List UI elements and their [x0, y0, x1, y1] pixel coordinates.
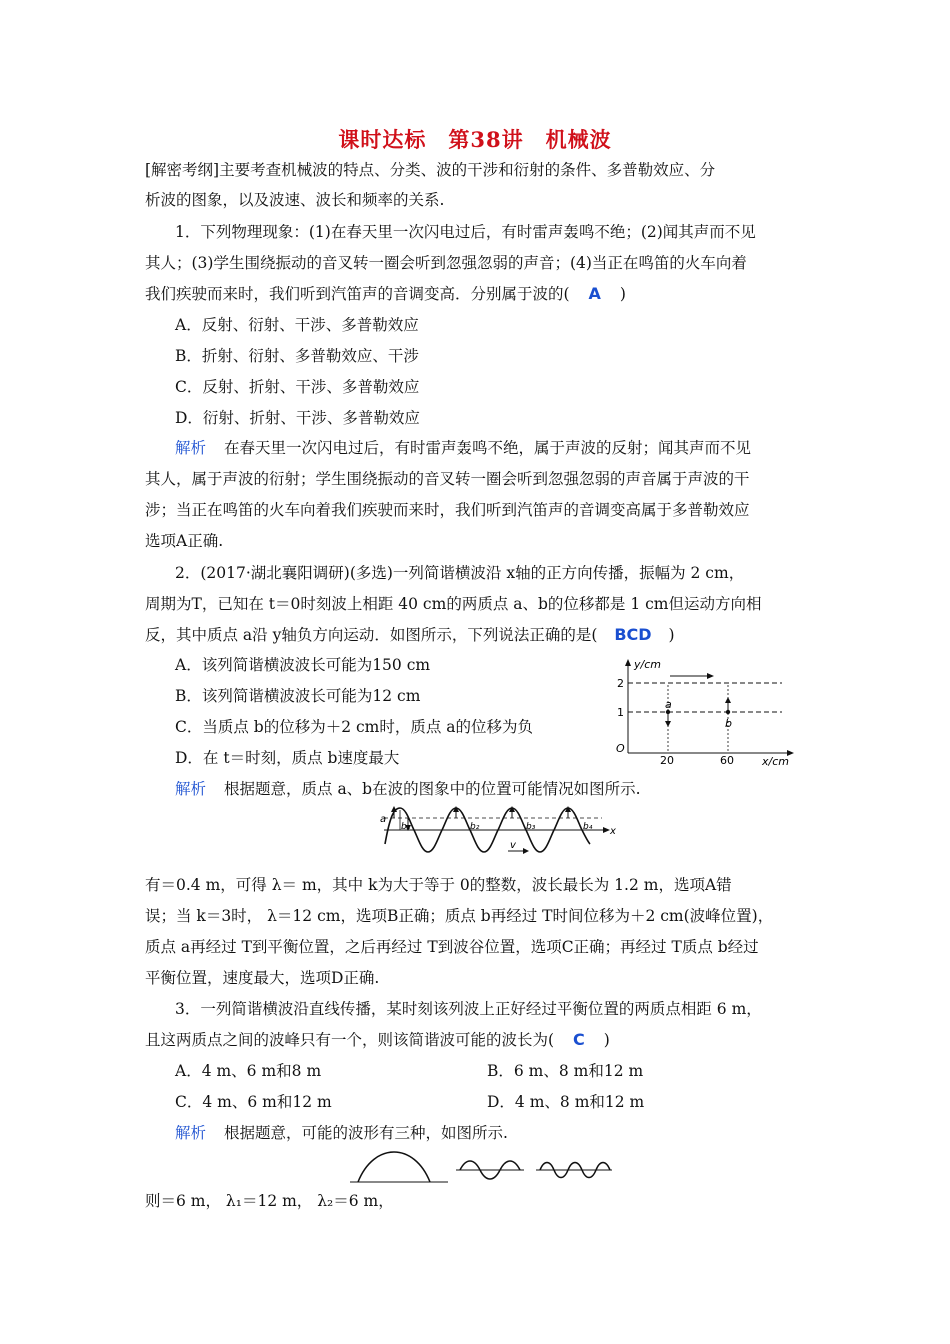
intro-line-1: [解密考纲]主要考查机械波的特点、分类、波的干涉和衍射的条件、多普勒效应、分 [145, 161, 716, 179]
q2-analysis-line-3: 质点 a再经过 T到平衡位置，之后再经过 T到波谷位置，选项C正确；再经过 T质点 b经过 [145, 938, 759, 956]
q2-close-paren: ) [668, 626, 675, 644]
q3-stem-line-2 [145, 1030, 610, 1050]
q1-analysis-label: 解析 [175, 439, 207, 457]
page-title: 课时达标 第38讲 机械波 [338, 127, 612, 152]
q1-option-d: D．衍射、折射、干涉、多普勒效应 [175, 409, 420, 427]
q1-stem-line-2: 其人；(3)学生围绕振动的音叉转一圈会听到忽强忽弱的声音；(4)当正在鸣笛的火车向着 [145, 254, 747, 272]
q2-option-d: D．在 t＝时刻，质点 b速度最大 [175, 749, 400, 767]
q2-option-c: C．当质点 b的位移为＋2 cm时，质点 a的位移为负 [175, 718, 534, 736]
q2-position-figure [612, 655, 802, 768]
q2-point-b-label: b [725, 717, 732, 730]
q1-option-c: C．反射、折射、干涉、多普勒效应 [175, 378, 420, 396]
q2-point-a-label: a [665, 698, 672, 711]
q2-wave-figure [380, 804, 620, 868]
q2-analysis-label: 解析 [175, 780, 207, 798]
q2-option-a: A．该列简谐横波波长可能为150 cm [175, 656, 431, 674]
q2-x-tick-60: 60 [720, 754, 734, 767]
q1-answer: A [588, 284, 601, 303]
q2-y-tick-1: 1 [617, 706, 624, 719]
q1-option-b: B．折射、衍射、多普勒效应、干涉 [175, 347, 419, 365]
q1-stem-line-3 [145, 284, 626, 304]
q1-option-a: A．反射、衍射、干涉、多普勒效应 [175, 316, 419, 334]
q1-stem-line-1: 1．下列物理现象：(1)在春天里一次闪电过后，有时雷声轰鸣不绝；(2)闻其声而不见 [175, 223, 756, 241]
q2-stem-line-1: 2．(2017·湖北襄阳调研)(多选)一列简谐横波沿 x轴的正方向传播，振幅为 2 cm， [175, 564, 745, 582]
wave-label-b4: b₄ [583, 822, 593, 832]
q3-stem-text: 且这两质点之间的波峰只有一个，则该简谐波可能的波长为( [145, 1031, 555, 1049]
q2-stem-text: 反，其中质点 a沿 y轴负方向运动．如图所示，下列说法正确的是( [145, 626, 598, 644]
q2-analysis-line-4: 平衡位置，速度最大，选项D正确. [145, 969, 380, 987]
q3-analysis-text: 根据题意，可能的波形有三种，如图所示. [224, 1124, 508, 1142]
wave-label-a: a [380, 814, 387, 825]
q3-option-d: D．4 m、8 m和12 m [487, 1093, 645, 1111]
q2-x-tick-20: 20 [660, 754, 674, 767]
q3-analysis-line-1: 则＝6 m， λ₁＝12 m， λ₂＝6 m， [145, 1192, 394, 1210]
waveform-half-wave [358, 1152, 430, 1182]
down-arrow-icon [665, 721, 671, 727]
up-arrow-icon [725, 697, 731, 703]
q3-analysis-label: 解析 [175, 1124, 207, 1142]
q2-y-axis-label: y/cm [634, 658, 661, 671]
intro-line-2: 析波的图象，以及波速、波长和频率的关系. [145, 191, 445, 209]
q1-analysis-line-1 [175, 438, 751, 458]
q2-x-axis-label: x/cm [762, 755, 789, 768]
q2-analysis-line-0 [175, 779, 641, 799]
q2-analysis-text: 根据题意，质点 a、b在波的图象中的位置可能情况如图所示. [224, 780, 641, 798]
q2-answer: BCD [614, 625, 652, 644]
q2-y-tick-2: 2 [617, 677, 624, 690]
q1-analysis-line-2: 其人，属于声波的衍射；学生围绕振动的音叉转一圈会听到忽强忽弱的声音属于声波的干 [145, 470, 750, 488]
q1-analysis-text: 在春天里一次闪电过后，有时雷声轰鸣不绝，属于声波的反射；闻其声而不见 [224, 439, 752, 457]
wave-label-v: v [510, 840, 516, 851]
q1-analysis-line-4: 选项A正确. [145, 532, 224, 550]
point-b [726, 710, 730, 714]
wave-label-b2: b₂ [470, 822, 480, 832]
q2-analysis-line-2: 误；当 k＝3时， λ＝12 cm，选项B正确；质点 b再经过 T时间位移为＋2 cm(波峰位置)， [145, 907, 774, 925]
q1-close-paren: ) [619, 285, 626, 303]
q3-analysis-line-0 [175, 1123, 508, 1143]
wave-label-b3: b₃ [526, 822, 536, 832]
q3-waveforms-figure [340, 1148, 620, 1190]
q3-option-b: B．6 m、8 m和12 m [487, 1062, 644, 1080]
q1-analysis-line-3: 涉；当正在鸣笛的火车向着我们疾驶而来时，我们听到汽笛声的音调变高属于多普勒效应 [145, 501, 750, 519]
q2-stem-line-3 [145, 625, 675, 645]
q3-answer: C [573, 1030, 585, 1049]
q2-origin-label: O [616, 742, 625, 755]
q2-stem-line-2: 周期为T，已知在 t＝0时刻波上相距 40 cm的两质点 a、b的位移都是 1 cm但运动方向相 [145, 595, 762, 613]
q3-close-paren: ) [603, 1031, 610, 1049]
q1-stem-text: 我们疾驶而来时，我们听到汽笛声的音调变高．分别属于波的( [145, 285, 570, 303]
wave-label-x: x [610, 826, 616, 837]
q2-analysis-line-1: 有＝0.4 m，可得 λ＝ m，其中 k为大于等于 0的整数，波长最长为 1.2 m，选项A错 [145, 876, 732, 894]
q3-option-a: A．4 m、6 m和8 m [175, 1062, 322, 1080]
q3-stem-line-1: 3．一列简谐横波沿直线传播，某时刻该列波上正好经过平衡位置的两质点相距 6 m， [175, 1000, 762, 1018]
q2-option-b: B．该列简谐横波波长可能为12 cm [175, 687, 421, 705]
wave-label-b1: b₁ [401, 822, 411, 832]
q3-option-c: C．4 m、6 m和12 m [175, 1093, 332, 1111]
